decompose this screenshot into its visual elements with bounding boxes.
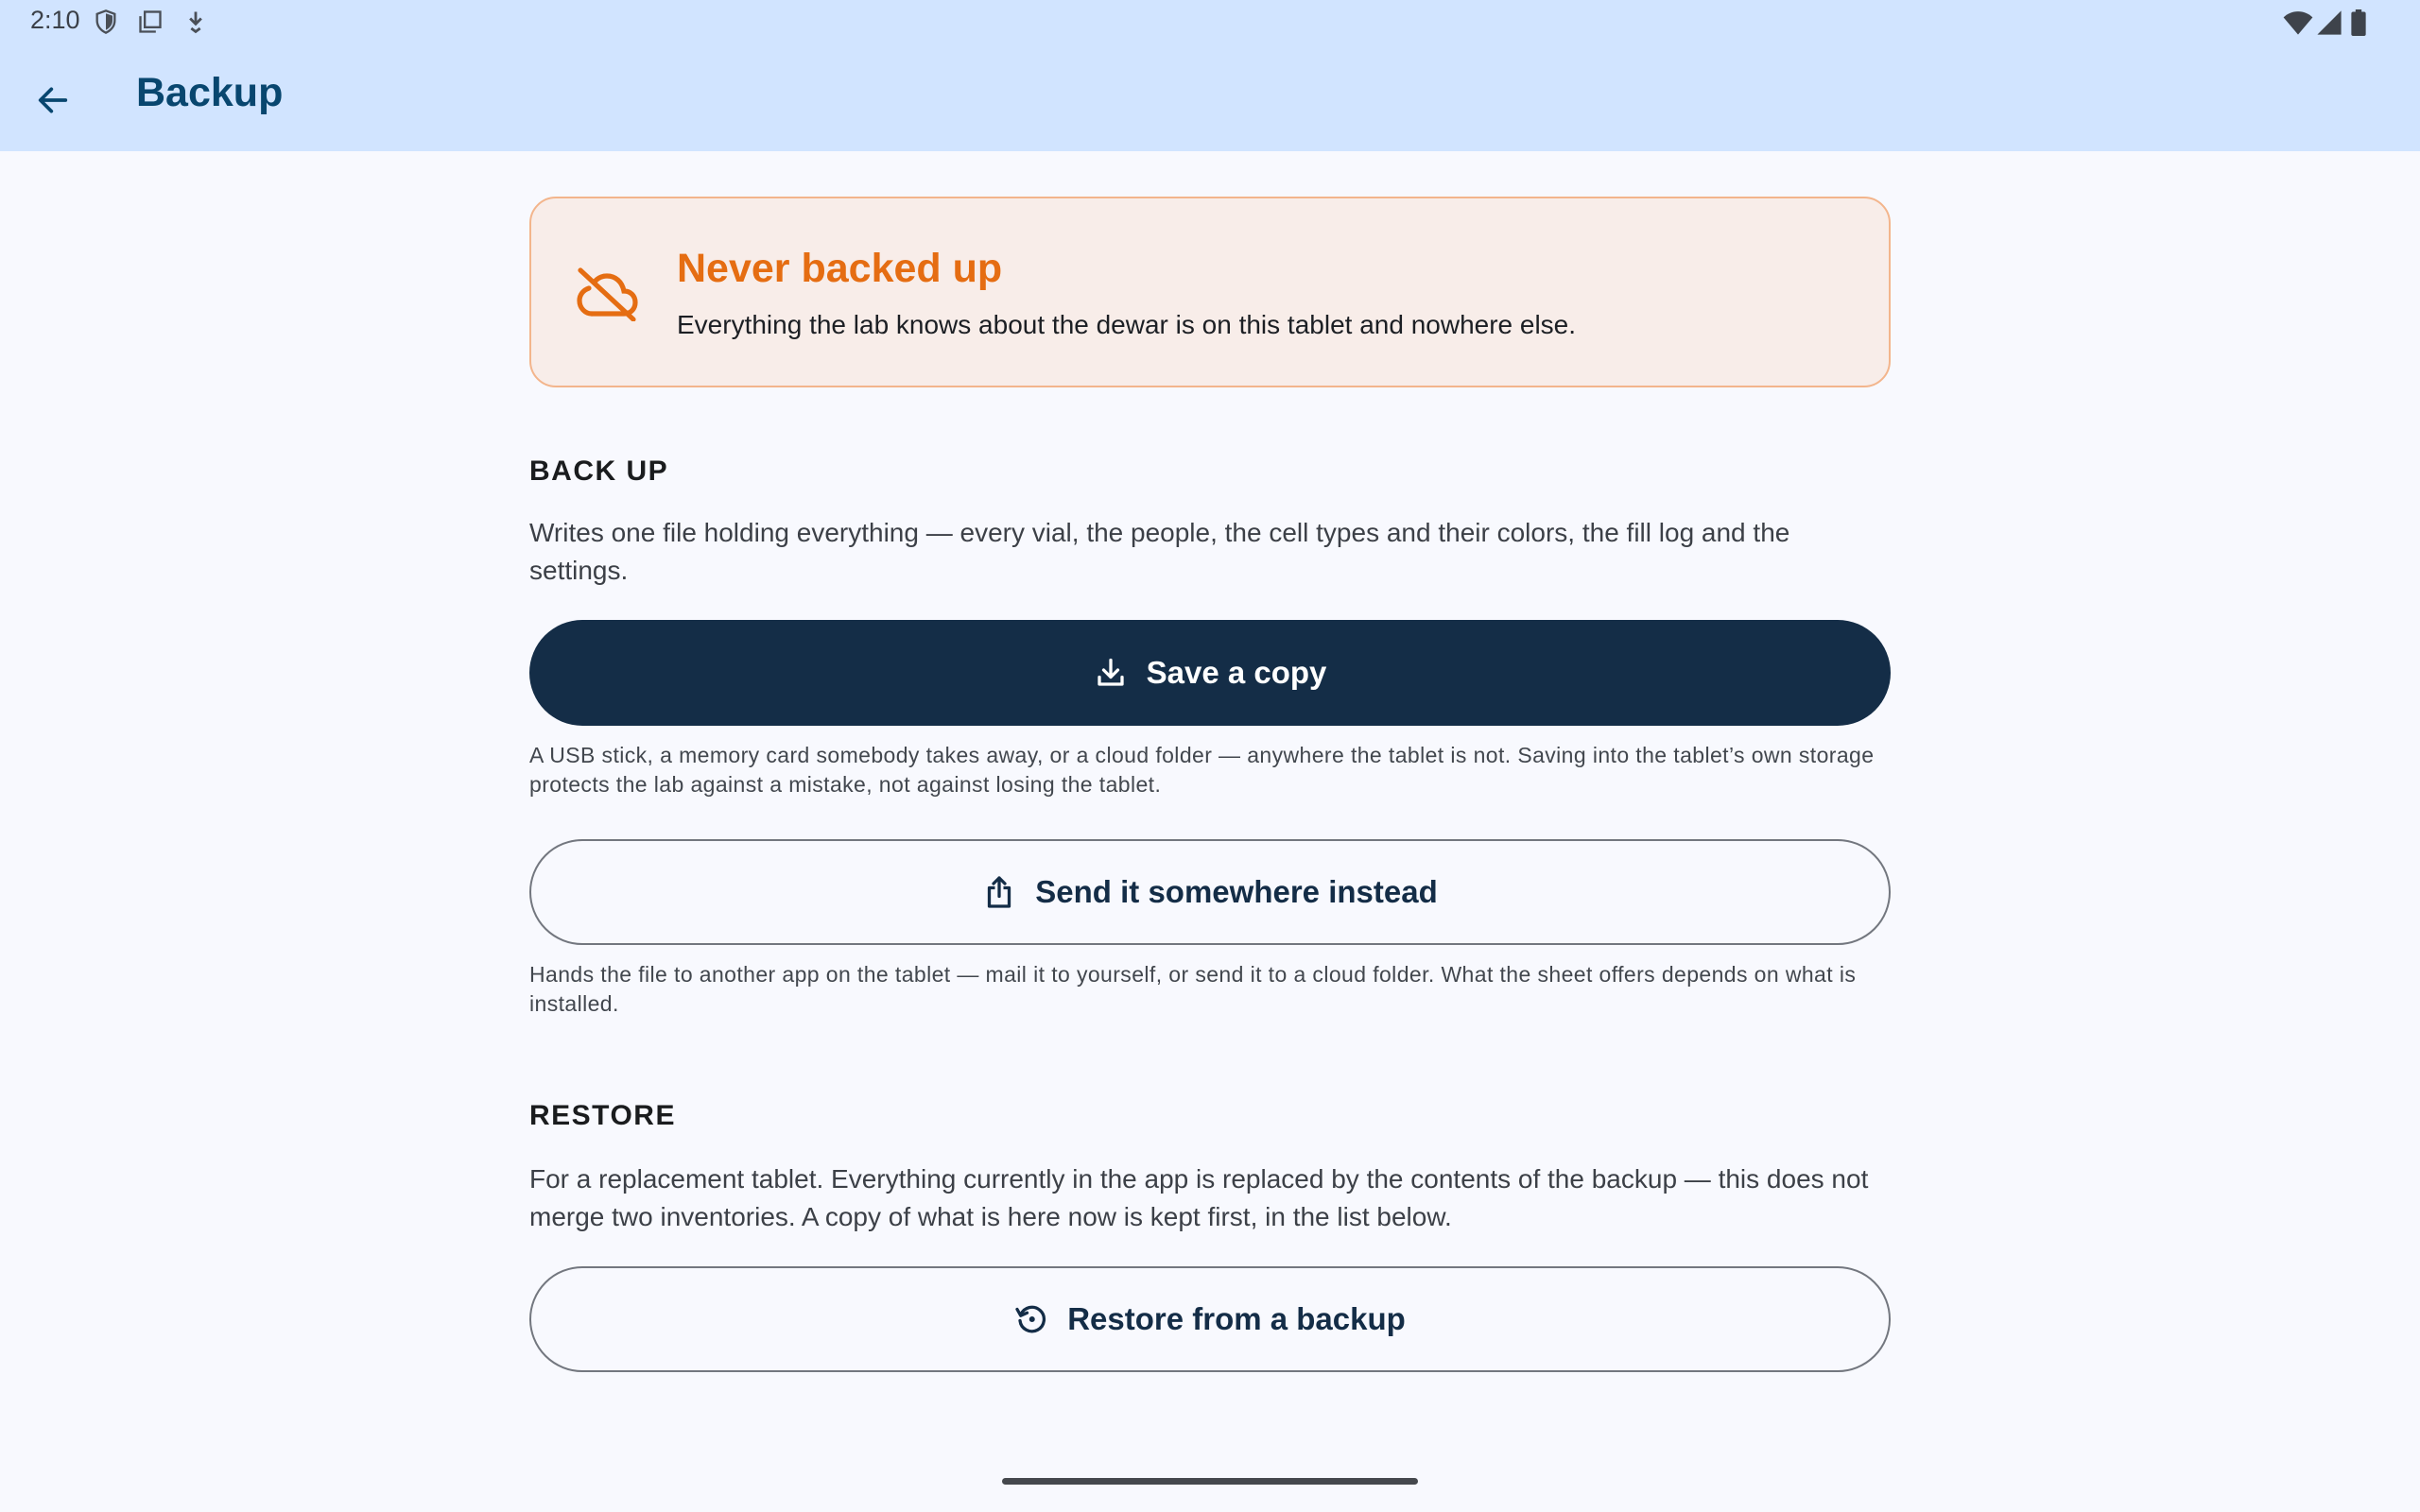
restore-backup-button[interactable]	[529, 1266, 1891, 1372]
status-time: 2:10	[30, 6, 80, 34]
back-button[interactable]	[26, 74, 79, 127]
download-icon	[182, 9, 209, 35]
gesture-nav-handle[interactable]	[1002, 1478, 1418, 1485]
send-hint: Hands the file to another app on the tablet — mail it to yourself, or send it to a cloud folder. What the sheet offers depends on what is installed.	[529, 962, 1857, 1016]
backup-heading: BACK UP	[529, 455, 669, 487]
wifi-icon	[2282, 9, 2314, 36]
signal-icon	[2316, 9, 2342, 36]
battery-icon	[2350, 9, 2367, 36]
backup-status-alert	[529, 197, 1891, 387]
save-hint: A USB stick, a memory card somebody takes away, or a cloud folder — anywhere the tablet is not. Saving into the tablet’s own storage protects the lab against a mistake, not against losing the tablet.	[529, 743, 1875, 797]
arrow-left-icon	[34, 81, 72, 119]
restore-description: For a replacement tablet. Everything currently in the app is replaced by the contents of the backup — this does not merge two inventories. A copy of what is here now is kept first, in the list below.	[529, 1164, 1869, 1231]
top-app-bar	[0, 0, 2420, 151]
share-icon	[982, 875, 1016, 909]
restore-icon	[1014, 1302, 1048, 1336]
status-bar	[0, 0, 2420, 45]
screen-icon	[137, 9, 164, 35]
send-somewhere-button[interactable]	[529, 839, 1891, 945]
page-title: Backup	[136, 70, 284, 115]
backup-description: Writes one file holding everything — every vial, the people, the cell types and their colors, the fill log and the settings.	[529, 518, 1790, 585]
save-copy-label: Save a copy	[1146, 655, 1327, 690]
alert-title: Never backed up	[677, 246, 1003, 291]
alert-body: Everything the lab knows about the dewar is on this tablet and nowhere else.	[677, 310, 1577, 339]
cloud-off-icon	[575, 265, 639, 321]
download-icon	[1094, 656, 1128, 690]
save-copy-button[interactable]	[529, 620, 1891, 726]
send-somewhere-label: Send it somewhere instead	[1035, 874, 1438, 909]
restore-backup-label: Restore from a backup	[1067, 1301, 1406, 1336]
restore-heading: RESTORE	[529, 1100, 676, 1131]
shield-icon	[93, 9, 119, 35]
